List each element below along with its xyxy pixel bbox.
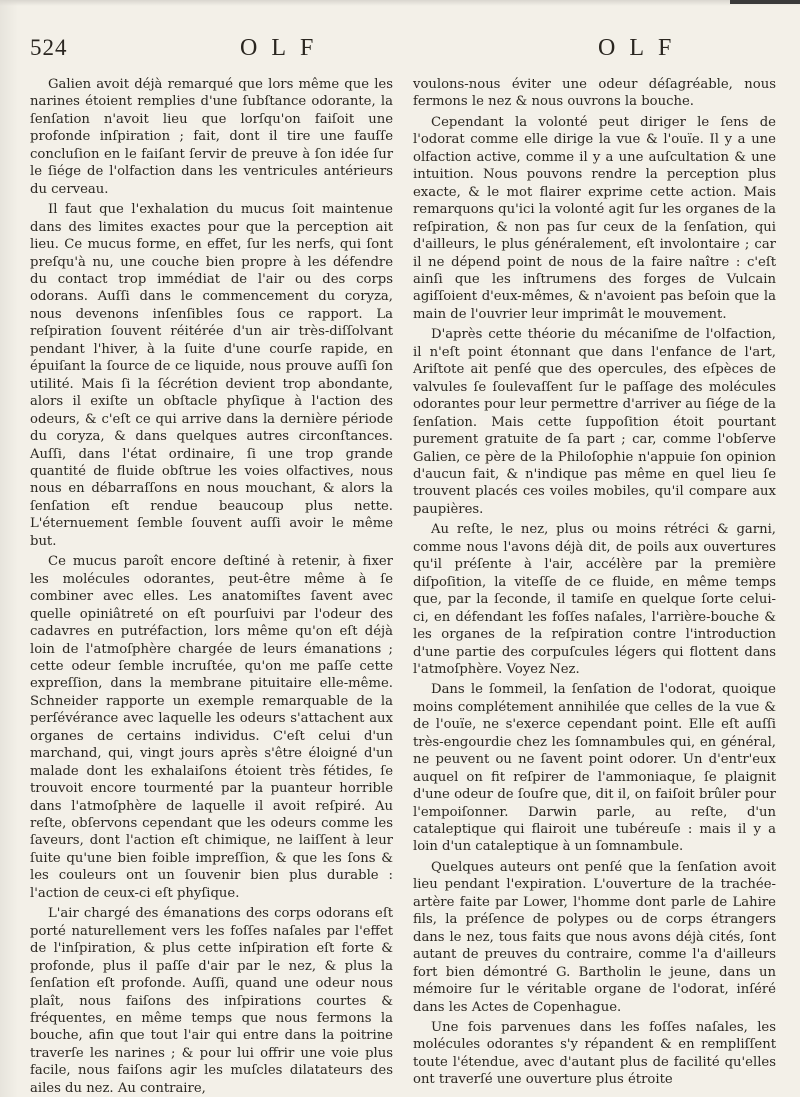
paragraph: D'après cette théorie du mécaniſme de l'olfaction, il n'eſt point étonnant que dans l'enfance de l'art, Ariſtote ait penſé que des opercules, des eſpèces de valvules ſe ſoulevaſſent ſur le paſſage des molécules odorantes pour leur permettre d'arriver au ſiége de la ſenſation. Mais cette ſuppoſition étoit pourtant purement gratuite de ſa part ; car, comme l'obſerve Galien, ce père de la Philoſophie n'appuie ſon opinion d'aucun fait, & n'indique pas même en quel lieu ſe trouvent placés ces voiles mobiles, qu'il compare aux paupières.: [413, 327, 776, 517]
running-head-right: OLF: [598, 35, 686, 61]
paragraph: Ce mucus paroît encore deſtiné à retenir, à fixer les molécules odorantes, peut-être même à ſe combiner avec elles. Les anatomiſtes ſavent avec quelle opiniâtreté on eſt pourſuivi par l'odeur des cadavres en putréfaction, lors même qu'on eſt déjà loin de l'atmoſphère chargée de leurs émanations ; cette odeur ſemble incruſtée, qu'on me paſſe cette expreſſion, dans la membrane pituitaire elle-même. Schneider rapporte un exemple remarquable de la perſévérance avec laquelle les odeurs s'attachent aux organes de certains individus. C'eſt celui d'un marchand, qui, vingt jours après s'être éloigné d'un malade dont les exhalaiſons étoient très fétides, ſe trouvoit encore tourmenté par la puanteur horrible dans l'atmoſphère de laquelle il avoit reſpiré. Au reſte, obſervons cependant que les odeurs comme les ſaveurs, dont l'action eſt chimique, ne laiſſent à leur ſuite qu'une bien foible impreſſion, & que les ſons & les couleurs ont un ſouvenir bien plus durable : l'action de ceux-ci eſt phyſique.: [30, 554, 393, 901]
scan-edge: [0, 0, 800, 6]
paragraph: Galien avoit déjà remarqué que lors même que les narines étoient remplies d'une ſubſtance odorante, la ſenſation n'avoit lieu que lorſqu'on faiſoit une profonde inſpiration ; fait, dont il tire une fauſſe concluſion en le faiſant ſervir de preuve à ſon idée ſur le ſiége de l'olfaction dans les ventricules antérieurs du cerveau.: [30, 77, 393, 197]
scan-mark: [730, 0, 800, 4]
paragraph: Une fois parvenues dans les foſſes naſales, les molécules odorantes s'y répandent & en rempliſſent toute l'étendue, avec d'autant plus de facilité qu'elles ont traverſé une ouverture plus étroite: [413, 1020, 776, 1088]
paragraph: Au reſte, le nez, plus ou moins rétréci & garni, comme nous l'avons déjà dit, de poils aux ouvertures qu'il préſente à l'air, accélère par la première diſpoſition, la viteſſe de ce fluide, en même temps que, par la ſeconde, il tamiſe en quelque ſorte celui-ci, en défendant les foſſes naſales, l'arrière-bouche & les organes de la reſpiration contre l'introduction d'une partie des corpuſcules légers qui flottent dans l'atmoſphère. Voyez Nez.: [413, 522, 776, 677]
text-columns: [30, 76, 778, 1096]
running-head-left: OLF: [240, 35, 328, 61]
paragraph: Dans le ſommeil, la ſenſation de l'odorat, quoique moins complétement annihilée que celles de la vue & de l'ouïe, ne s'exerce cependant point. Elle eſt auſſi très-engourdie chez les ſomnambules qui, en général, ne peuvent ou ne ſavent point odorer. Un d'entr'eux auquel on fit reſpirer de l'ammoniaque, ſe plaignit d'une odeur de ſouſre que, dit il, on faiſoit brûler pour l'empoiſonner. Darwin parle, au reſte, d'un cataleptique qui flairoit une tubéreuſe : mais il y a loin d'un cataleptique à un ſomnambule.: [413, 682, 776, 855]
paragraph: Cependant la volonté peut diriger le ſens de l'odorat comme elle dirige la vue & l'ouïe. Il y a une olfaction active, comme il y a une auſcultation & une intuition. Nous pouvons rendre la perception plus exacte, & le mot flairer exprime cette action. Mais remarquons qu'ici la volonté agit ſur les organes de la reſpiration, & non pas ſur ceux de la ſenſation, qui d'ailleurs, le plus généralement, eſt involontaire ; car il ne dépend point de nous de la faire naître : c'eſt ainſi que les inſtrumens des forges de Vulcain agiſſoient d'eux-mêmes, & n'avoient pas beſoin que la main de l'ouvrier leur imprimât le mouvement.: [413, 114, 776, 322]
paragraph: L'air chargé des émanations des corps odorans eſt porté naturellement vers les foſſes naſales par l'effet de l'inſpiration, & plus cette inſpiration eſt forte & profonde, plus il paſſe d'air par le nez, & plus la ſenſation eſt profonde. Auſſi, quand une odeur nous plaît, nous faiſons des inſpirations courtes & fréquentes, en même temps que nous fermons la bouche, afin que tout l'air qui entre dans la poitrine traverſe les narines ; & pour lui offrir une voie plus facile, nous faiſons agir les muſcles dilatateurs des ailes du nez. Au contraire,: [30, 906, 393, 1096]
paragraph: voulons-nous éviter une odeur déſagréable, nous fermons le nez & nous ouvrons la bouche.: [413, 77, 776, 110]
page-header: [30, 35, 778, 61]
page-number: 524: [30, 35, 68, 60]
paragraph: Il faut que l'exhalation du mucus ſoit maintenue dans des limites exactes pour que la perception ait lieu. Ce mucus forme, en effet, ſur les nerfs, qui ſont preſqu'à nu, une couche bien propre à les défendre du contact trop immédiat de l'air ou des corps odorans. Auſſi dans le commencement du coryza, nous devenons inſenſibles ſous ce rapport. La reſpiration ſouvent réitérée d'un air très-diſſolvant pendant l'hiver, à la ſuite d'une courſe rapide, en épuiſant la ſource de ce liquide, nous prouve auſſi ſon utilité. Mais ſi la ſécrétion devient trop abondante, alors il exiſte un obſtacle phyſique à l'action des odeurs, & c'eſt ce qui arrive dans la dernière période du coryza, & dans quelques autres circonſtances. Auſſi, dans l'état ordinaire, ſi une trop grande quantité de fluide obſtrue les voies olfactives, nous nous en débarraſſons en nous mouchant, & alors la ſenſation eſt rendue beaucoup plus nette. L'éternuement ſemble ſouvent auſſi avoir le même but.: [30, 202, 393, 549]
left-column: [30, 76, 393, 1096]
right-column: [413, 76, 776, 1088]
paragraph: Quelques auteurs ont penſé que la ſenſation avoit lieu pendant l'expiration. L'ouverture de la trachée-artère faite par Lower, l'homme dont parle de Lahire fils, la préſence de polypes ou de corps étrangers dans le nez, tous faits que nous avons déjà cités, ſont autant de preuves du contraire, comme l'a d'ailleurs fort bien démontré G. Bartholin le jeune, dans un mémoire ſur le véritable organe de l'odorat, inſéré dans les Actes de Copenhague.: [413, 859, 776, 1015]
